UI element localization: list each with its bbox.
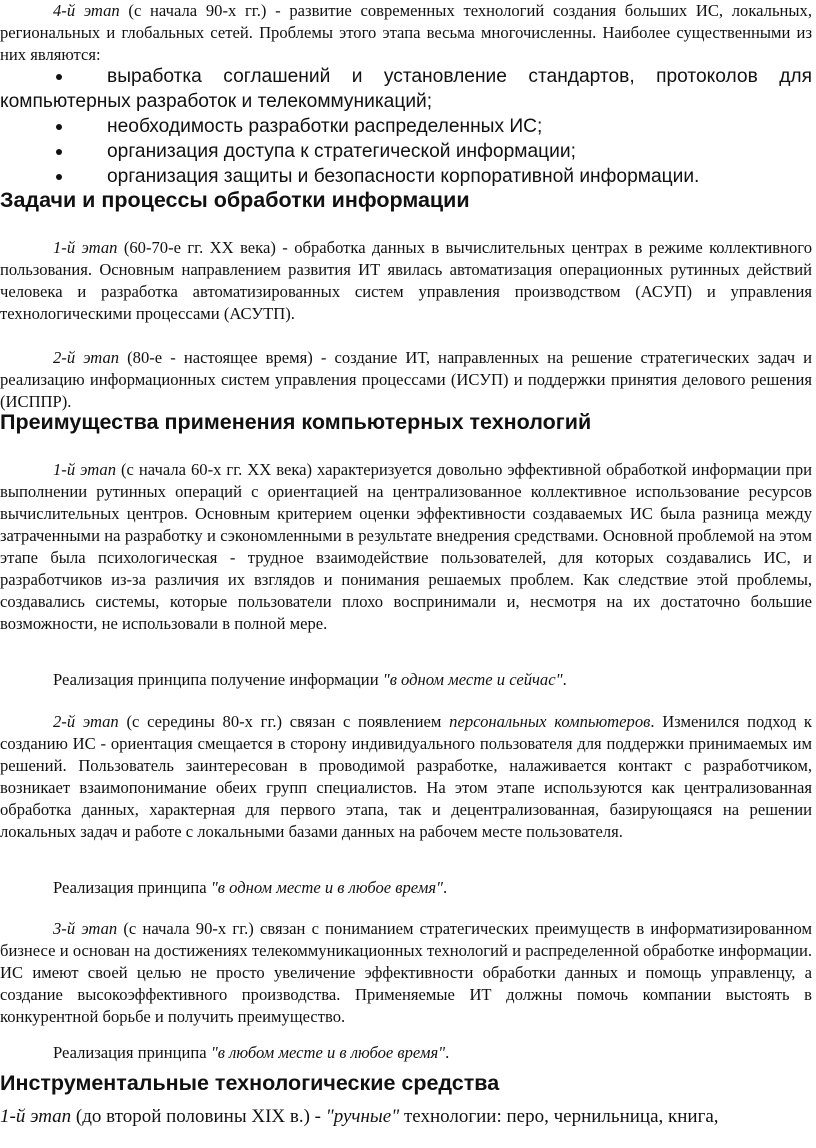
principle-line xyxy=(0,877,816,899)
paragraph xyxy=(0,918,816,1028)
paragraph xyxy=(0,459,816,635)
principle-text: Реализация принципа xyxy=(53,1043,211,1062)
list-item xyxy=(0,64,816,114)
section-heading: Инструментальные технологические средства xyxy=(0,1071,500,1095)
stage-label: 3-й этап xyxy=(53,919,118,938)
paragraph-text: (с начала 90-х гг.) - развитие современных технологий создания больших ИС, локальных, региональных и глобальных сетей. Проблемы этого этапа весьма многочисленны. Наиболее существенными из них являются: xyxy=(0,1,812,64)
stage-label: 2-й этап xyxy=(53,712,119,731)
list-item xyxy=(0,114,816,139)
paragraph xyxy=(0,1104,816,1130)
paragraph-text: (с начала 90-х гг.) связан с пониманием стратегических преимуществ в информатизированном бизнесе и основан на достижениях телекоммуникационных технологий и распределенной обработке информации. ИС имеют своей целью не просто увеличение эффективности обработки данных и помощь управленцу, а создание высокоэффективного производства. Применяемые ИТ должны помочь компании выстоять в конкурентной борьбе и получить преимущество. xyxy=(0,919,812,1026)
principle-line xyxy=(0,669,816,691)
bullet-icon xyxy=(56,74,62,80)
bullet-icon xyxy=(56,149,62,155)
principle-quote: "в одном месте и в любое время" xyxy=(210,878,444,897)
list-item-text: выработка соглашений и установление стандартов, протоколов для компьютерных разработок и телекоммуникаций; xyxy=(0,66,812,112)
stage-label: 1-й этап xyxy=(53,238,118,257)
list-item-text: необходимость разработки распределенных ИС; xyxy=(107,116,543,137)
principle-end: . xyxy=(445,1043,450,1062)
paragraph-text: (с середины 80-х гг.) связан с появлением xyxy=(118,712,450,731)
principle-line xyxy=(0,1042,816,1064)
intro-paragraph xyxy=(0,0,816,66)
principle-quote: "в одном месте и сейчас" xyxy=(382,670,563,689)
paragraph-text: (с начала 60-х гг. XX века) характеризуется довольно эффективной обработкой информации при выполнении рутинных операций с ориентацией на централизованное коллективное использование ресурсов вычислительных центров. Основным критерием оценки эффективности создаваемых ИС была разница между затраченными на разработку и сэкономленными в результате внедрения средствами. Основной проблемой на этом этапе была психологическая - трудное взаимодействие пользователей, для которых создавались ИС, и разработчиков из-за различия их взглядов и понимания решаемых проблем. Как следствие этой проблемы, создавались системы, которые пользователи плохо воспринимали и, несмотря на их достаточно большие возможности, не использовали в полной мере. xyxy=(0,460,812,633)
principle-end: . xyxy=(443,878,448,897)
section-heading: Преимущества применения компьютерных технологий xyxy=(0,410,592,434)
principle-quote: "в любом месте и в любое время" xyxy=(210,1043,446,1062)
principle-end: . xyxy=(562,670,567,689)
list-item xyxy=(0,139,816,164)
emphasis-text: персональных компьютеров xyxy=(449,712,651,731)
emphasis-text: "ручные" xyxy=(325,1106,400,1127)
bullet-icon xyxy=(56,174,62,180)
paragraph xyxy=(0,347,816,413)
list-item-text: организация защиты и безопасности корпоративной информации. xyxy=(107,166,700,187)
principle-text: Реализация принципа получение информации xyxy=(53,670,383,689)
paragraph-text: (80-е - настоящее время) - создание ИТ, направленных на решение стратегических задач и реализацию информационных систем управления процессами (ИСУП) и поддержки принятия делового решения (ИСППР). xyxy=(0,348,812,411)
stage-label: 1-й этап xyxy=(0,1106,72,1127)
paragraph-text: (60-70-е гг. XX века) - обработка данных в вычислительных центрах в режиме коллективного пользования. Основным направлением развития ИТ явилась автоматизация операционных рутинных действий человека и разработка автоматизированных систем управления производством (АСУП) и управления технологическими процессами (АСУТП). xyxy=(0,238,812,323)
list-item-text: организация доступа к стратегической информации; xyxy=(107,141,576,162)
principle-text: Реализация принципа xyxy=(53,878,211,897)
stage-label: 1-й этап xyxy=(53,460,116,479)
paragraph-text: (до второй половины XIX в.) - xyxy=(71,1106,326,1127)
stage-label: 2-й этап xyxy=(53,348,120,367)
problems-list xyxy=(0,64,816,189)
paragraph-text: . Изменился подход к созданию ИС - ориентация смещается в сторону индивидуального пользователя для поддержки принимаемых им решений. Пользователь заинтересован в проводимой разработке, налаживается контакт с разработчиком, возникает взаимопонимание обеих групп специалистов. На этом этапе используются как централизованная обработка данных, характерная для первого этапа, так и децентрализованная, базирующаяся на решении локальных задач и работе с локальными базами данных на рабочем месте пользователя. xyxy=(0,712,812,841)
paragraph xyxy=(0,237,816,325)
paragraph-text: технологии: перо, чернильница, книга, xyxy=(399,1106,719,1127)
paragraph xyxy=(0,711,816,843)
section-heading: Задачи и процессы обработки информации xyxy=(0,188,470,212)
bullet-icon xyxy=(56,124,62,130)
stage-label: 4-й этап xyxy=(53,1,120,20)
